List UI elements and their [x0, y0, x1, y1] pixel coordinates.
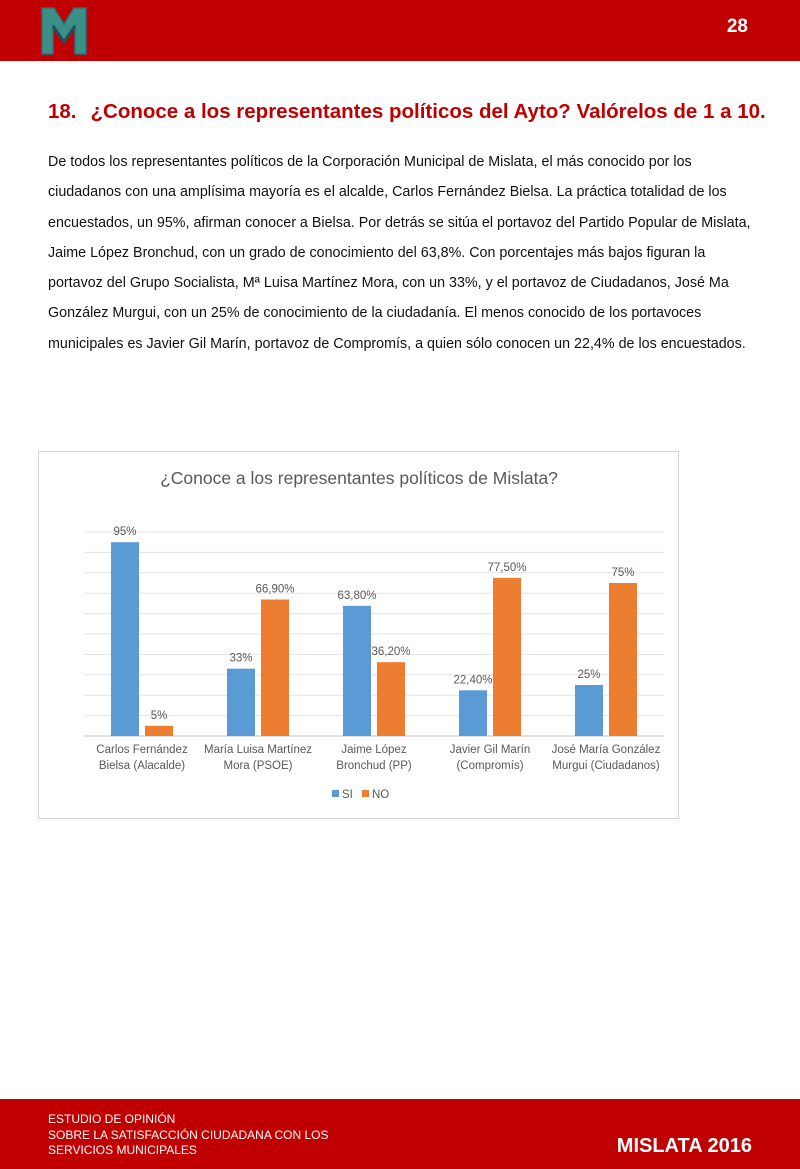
legend-label-si: SI — [342, 789, 353, 801]
category-label: Mora (PSOE) — [223, 760, 293, 772]
bar-chart — [39, 452, 680, 820]
chart-category-labels — [96, 744, 660, 772]
bar-no — [377, 662, 405, 736]
bar-si — [111, 542, 139, 736]
data-label-no: 77,50% — [487, 561, 527, 574]
legend-label-no: NO — [372, 789, 390, 801]
category-label: Javier Gil Marín — [449, 744, 531, 756]
bar-no — [145, 726, 173, 736]
data-label-no: 36,20% — [371, 646, 411, 659]
category-label: María Luisa Martínez — [203, 744, 313, 756]
footer-study-title — [48, 1112, 329, 1159]
footer-line: SOBRE LA SATISFACCIÓN CIUDADANA CON LOS — [48, 1127, 329, 1142]
footer-line: SERVICIOS MUNICIPALES — [48, 1143, 197, 1157]
bar-no — [493, 578, 521, 736]
page-header — [0, 0, 800, 61]
chart-legend — [332, 789, 389, 801]
body-paragraph: De todos los representantes políticos de la Corporación Municipal de Mislata, el más conocido por los ciudadanos con una amplísima mayoría es el alcalde, Carlos Fernández Bielsa. La práctica totalidad de los encuestados, un 95%, afirman conocer a Bielsa. Por detrás se sitúa el portavoz del Partido Popular de Mislata, Jaime López Bronchud, con un grado de conocimiento del 63,8%. Con porcentajes más bajos figuran la portavoz del Grupo Socialista, Mª Luisa Martínez Mora, con un 33%, y el portavoz de Ciudadanos, José Ma González Murgui, con un 25% de conocimiento de la ciudadanía. El menos conocido de los portavoces municipales es Javier Gil Marín, portavoz de Compromís, a quien sólo conocen un 22,4% de los encuestados. — [48, 154, 751, 352]
category-label: Jaime López — [341, 744, 407, 756]
data-label-no: 5% — [150, 709, 168, 722]
bar-si — [459, 690, 487, 736]
category-label: Murgui (Ciudadanos) — [552, 760, 660, 772]
section-number: 18. — [48, 100, 77, 123]
bar-no — [261, 600, 289, 736]
chart-title: ¿Conoce a los representantes políticos de Mislata? — [160, 468, 558, 488]
footer-line: ESTUDIO DE OPINIÓN — [48, 1112, 176, 1126]
data-label-si: 22,40% — [453, 674, 493, 687]
section-title: ¿Conoce a los representantes políticos del Ayto? Valórelos de 1 a 10. — [90, 100, 766, 123]
legend-swatch-si — [332, 790, 339, 797]
data-label-si: 95% — [113, 526, 137, 539]
footer-brand: MISLATA 2016 — [616, 1135, 752, 1157]
legend-swatch-no — [362, 790, 369, 797]
page-number: 28 — [726, 16, 748, 37]
data-label-si: 25% — [577, 669, 601, 681]
bar-si — [227, 669, 255, 736]
bar-si — [343, 606, 371, 736]
category-label: (Compromís) — [456, 760, 524, 772]
chart-data-labels — [113, 526, 634, 722]
chart-bars — [111, 542, 637, 736]
page-footer — [0, 1099, 800, 1169]
mislata-m-logo-icon — [36, 2, 92, 58]
bar-no — [609, 583, 637, 736]
category-label: José María González — [551, 744, 661, 756]
section-heading — [48, 100, 766, 124]
data-label-no: 75% — [611, 567, 635, 579]
data-label-no: 66,90% — [255, 583, 295, 596]
category-label: Bielsa (Alacalde) — [98, 760, 186, 772]
category-label: Bronchud (PP) — [336, 760, 412, 772]
data-label-si: 63,80% — [337, 589, 377, 602]
bar-si — [575, 685, 603, 736]
chart-container — [38, 451, 679, 819]
data-label-si: 33% — [229, 652, 253, 665]
category-label: Carlos Fernández — [96, 744, 188, 756]
